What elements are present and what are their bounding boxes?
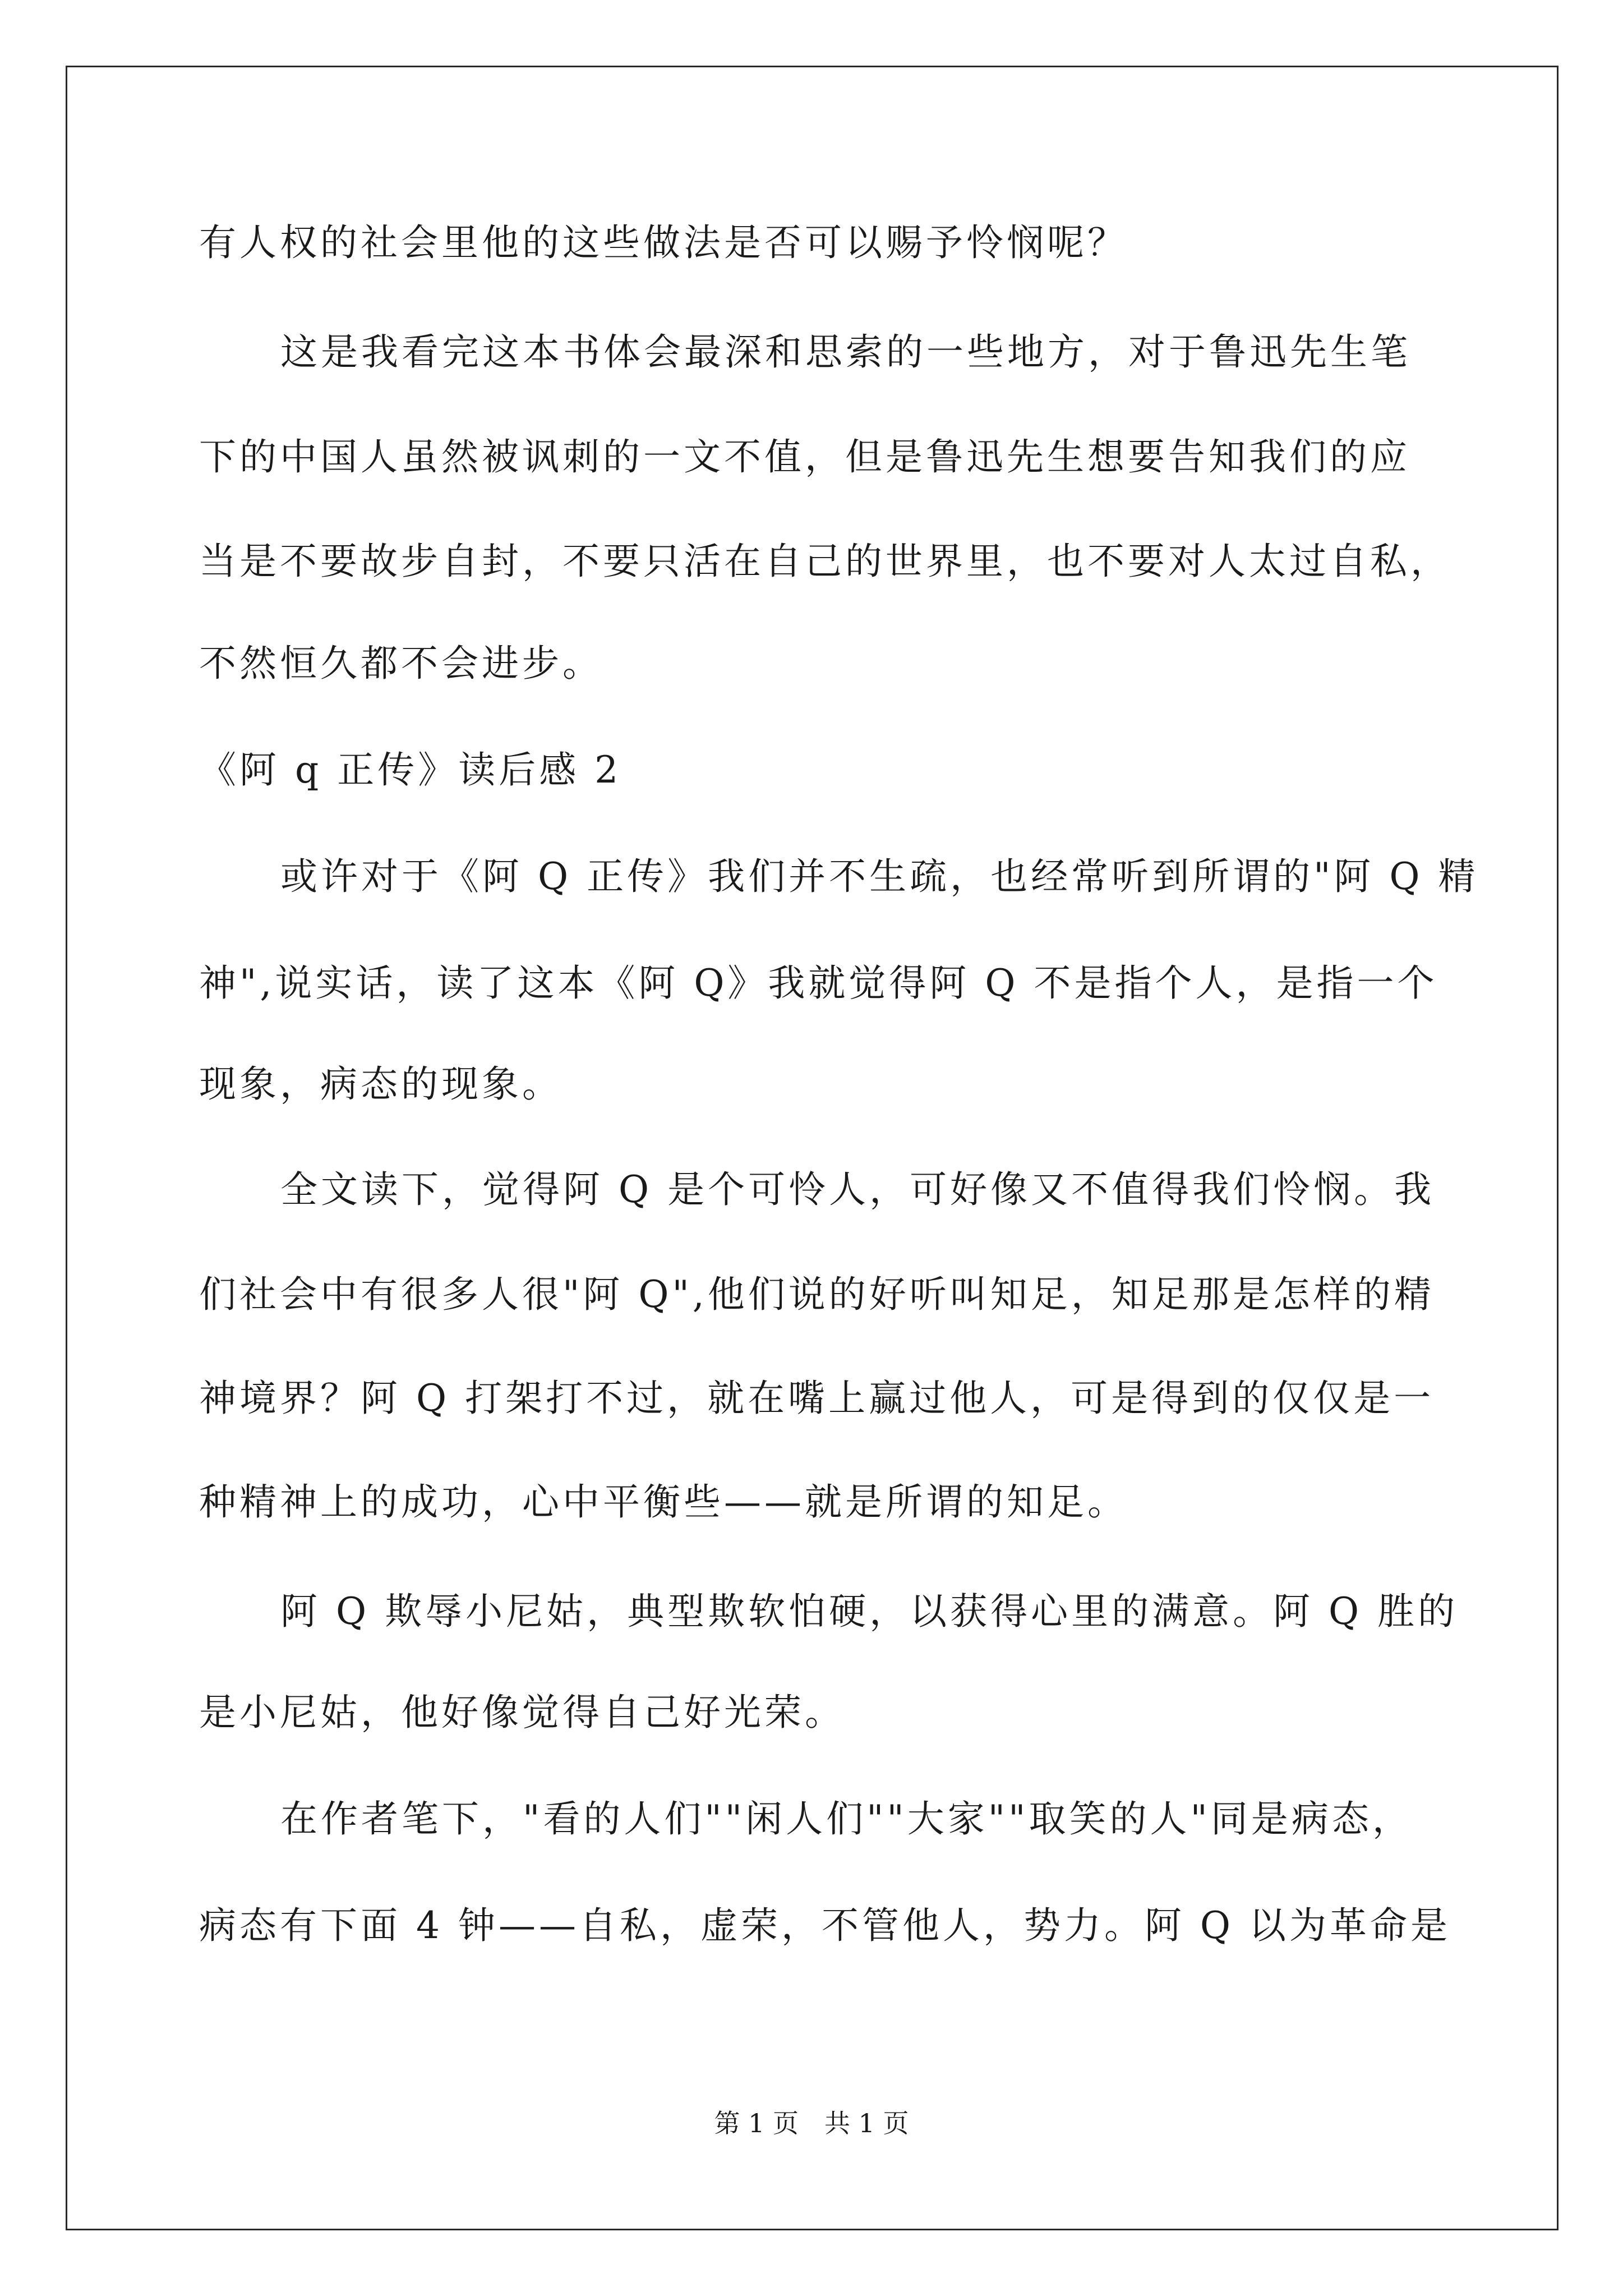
text-line: 神",说实话，读了这本《阿 Q》我就觉得阿 Q 不是指个人，是指一个 bbox=[199, 961, 1438, 1005]
text-line: 在作者笔下，"看的人们""闲人们""大家""取笑的人"同是病态， bbox=[280, 1797, 1413, 1841]
section-heading: 《阿 q 正传》读后感 2 bbox=[199, 748, 622, 792]
text-line: 有人权的社会里他的这些做法是否可以赐予怜悯呢？ bbox=[199, 221, 1128, 264]
text-line: 们社会中有很多人很"阿 Q",他们说的好听叫知足，知足那是怎样的精 bbox=[199, 1273, 1435, 1316]
text-line: 下的中国人虽然被讽刺的一文不值，但是鲁迅先生想要告知我们的应 bbox=[199, 435, 1410, 478]
text-line: 种精神上的成功，心中平衡些——就是所谓的知足。 bbox=[199, 1480, 1128, 1524]
text-line: 当是不要故步自封，不要只活在自己的世界里，也不要对人太过自私， bbox=[199, 540, 1451, 583]
text-line: 不然恒久都不会进步。 bbox=[199, 642, 603, 685]
text-line: 是小尼姑，他好像觉得自己好光荣。 bbox=[199, 1691, 845, 1734]
text-line: 全文读下，觉得阿 Q 是个可怜人，可好像又不值得我们怜悯。我 bbox=[280, 1168, 1435, 1211]
text-line: 阿 Q 欺辱小尼姑，典型欺软怕硬，以获得心里的满意。阿 Q 胜的 bbox=[280, 1590, 1459, 1633]
text-line: 这是我看完这本书体会最深和思索的一些地方，对于鲁迅先生笔 bbox=[280, 330, 1411, 374]
page-footer: 第 1 页 共 1 页 bbox=[714, 2108, 909, 2138]
text-line: 病态有下面 4 钟——自私，虚荣，不管他人，势力。阿 Q 以为革命是 bbox=[199, 1904, 1451, 1947]
text-line: 现象，病态的现象。 bbox=[199, 1062, 562, 1106]
text-line: 或许对于《阿 Q 正传》我们并不生疏，也经常听到所谓的"阿 Q 精 bbox=[280, 855, 1479, 898]
text-line: 神境界？阿 Q 打架打不过，就在嘴上赢过他人，可是得到的仅仅是一 bbox=[199, 1377, 1435, 1420]
